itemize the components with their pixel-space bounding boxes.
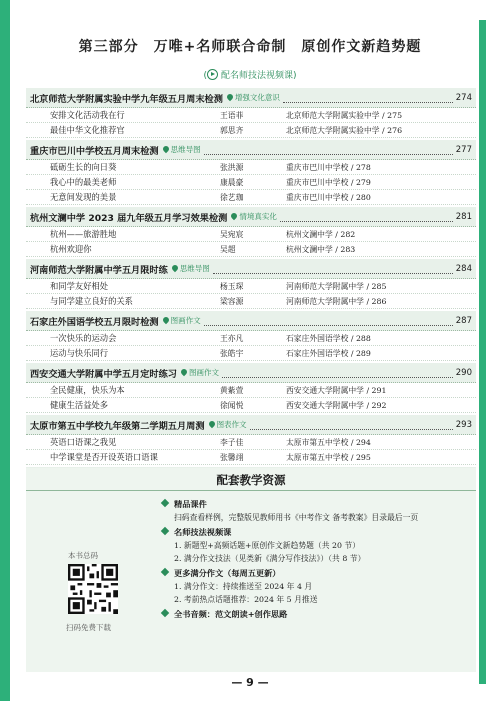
topic-tag [227,92,280,103]
page-ref: 281 [455,211,472,222]
essay-title: 杭州欢迎你 [50,244,92,254]
section-header[interactable] [26,140,476,160]
topic-tag [231,211,277,222]
essay-entry[interactable] [26,294,476,309]
topic-tag [163,315,201,326]
resource-detail: 2. 考前热点话题推荐：2024 年 5 月推送 [174,595,318,604]
essay-school-page: 北京师范大学附属实验中学 / 275 [286,110,403,120]
essay-entry[interactable] [26,123,476,138]
diamond-bullet-icon [161,609,169,617]
essay-entry[interactable] [26,435,476,450]
essay-author: 杨玉琛 [220,281,244,291]
essay-author: 黄紫萱 [220,385,244,395]
essay-entry[interactable] [26,242,476,257]
diamond-bullet-icon [161,568,169,576]
topic-tag [163,144,201,155]
essay-title: 全民健康，快乐为本 [50,385,125,395]
essay-school-page: 石家庄外国语学校 / 288 [286,333,371,343]
resource-detail: 1. 新题型+高频话题+原创作文新趋势题（共 20 节） [174,541,360,550]
subtitle-text: 配名师技法视频课 [220,71,293,81]
essay-title: 一次快乐的运动会 [50,333,117,343]
essay-author: 王亦凡 [220,333,244,343]
pin-icon [161,316,169,324]
qr-code-icon[interactable] [68,564,118,614]
essay-author: 李子佳 [220,437,244,447]
exam-section [26,415,476,465]
essay-school-page: 石家庄外国语学校 / 289 [286,348,371,358]
resource-heading-text: 全书音频：范文朗读+创作思路 [174,609,288,619]
page-ref: 287 [455,315,472,326]
diamond-bullet-icon [161,499,169,507]
page-ref: 290 [455,367,472,378]
essay-title: 中学课堂是否开设英语口语课 [50,452,158,462]
leader-dots [280,212,453,222]
essay-title: 杭州——旅游胜地 [50,229,117,239]
page-ref: 274 [455,92,472,103]
essay-author: 张馨翊 [220,452,244,462]
section-header[interactable] [26,415,476,435]
resource-detail: 2. 满分作文技法（见类新《满分写作技法》）（共 8 节） [174,554,366,563]
essay-entry[interactable] [26,108,476,123]
qr-label: 本书总码 [68,551,98,560]
essay-title: 无意间发现的美景 [50,192,117,202]
essay-title: 英语口语课之我见 [50,437,117,447]
section-header[interactable] [26,311,476,331]
section-header[interactable] [26,207,476,227]
essay-school-page: 杭州文澜中学 / 282 [286,229,356,239]
topic-tag [181,367,219,378]
essay-author: 康晨豪 [220,177,244,187]
essay-title: 最佳中华文化推荐官 [50,125,125,135]
essay-entry[interactable] [26,227,476,242]
essay-school-page: 太原市第五中学校 / 294 [286,437,371,447]
topic-tag-text: 情境真实化 [239,212,277,221]
essay-entry[interactable] [26,160,476,175]
subtitle-pill: ( 配名师技法视频课) [203,71,297,81]
essay-author: 徐闻悦 [220,400,244,410]
resources-title: 配套教学资源 [216,473,286,487]
essay-author: 吴宛宸 [220,229,244,239]
section-header[interactable] [26,259,476,279]
topic-tag [209,419,247,430]
pin-icon [180,368,188,376]
page-ref: 277 [455,144,472,155]
leader-dots [250,420,453,430]
essay-school-page: 西安交通大学附属中学 / 291 [286,385,387,395]
essay-author: 吴超 [220,244,236,254]
section-title: 石家庄外国语学校五月限时检测 [30,316,159,328]
essay-entry[interactable] [26,450,476,465]
section-title: 西安交通大学附属中学五月定时练习 [30,368,177,380]
essay-author: 徐艺珈 [220,192,244,202]
essay-entry[interactable] [26,331,476,346]
resource-heading-text: 精品课件 [174,499,207,509]
leader-dots [283,93,453,103]
essay-author: 张洪源 [220,162,244,172]
topic-tag-text: 图画作文 [170,316,201,325]
topic-tag-text: 图表作文 [216,420,247,429]
section-title: 重庆市巴川中学校五月周末检测 [30,145,159,157]
pin-icon [226,93,234,101]
resource-detail: 扫码查看样例，完整版见教师用书《中考作文 备考教案》目录最后一页 [174,513,419,522]
left-margin-bar [0,0,10,701]
video-course-badge[interactable] [0,63,500,82]
essay-entry[interactable] [26,175,476,190]
section-title: 杭州文澜中学 2023 届九年级五月学习效果检测 [30,212,228,224]
topic-tag-text: 思维导图 [179,264,210,273]
resource-heading [160,608,468,621]
essay-title: 我心中的最美老师 [50,177,117,187]
section-header[interactable] [26,88,476,108]
essay-author: 梁容源 [220,296,244,306]
resources-panel [26,468,476,672]
diamond-bullet-icon [161,527,169,535]
essay-title: 砥砺生长的向日葵 [50,162,117,172]
essay-school-page: 河南师范大学附属中学 / 286 [286,296,387,306]
essay-entry[interactable] [26,346,476,361]
essay-school-page: 西安交通大学附属中学 / 292 [286,400,387,410]
resource-detail: 1. 满分作文：持续推送至 2024 年 4 月 [174,582,313,591]
resource-heading [160,567,468,580]
essay-school-page: 重庆市巴川中学校 / 279 [286,177,371,187]
resource-heading [160,498,468,511]
page-number: — 9 — [231,676,269,689]
resources-items [160,498,468,621]
section-title: 太原市第五中学校九年级第二学期五月周测 [30,420,205,432]
essay-title: 安排文化活动我在行 [50,110,125,120]
essay-title: 与同学建立良好的关系 [50,296,133,306]
essay-school-page: 重庆市巴川中学校 / 280 [286,192,371,202]
essay-title: 和同学友好相处 [50,281,109,291]
exam-section [26,207,476,257]
resource-heading [160,526,468,539]
topic-tag-text: 思维导图 [170,145,201,154]
qr-caption: 扫码免费下载 [66,623,111,632]
resource-heading-text: 更多满分作文（每周五更新） [174,568,281,578]
essay-author: 郭思齐 [220,125,244,135]
essay-entry[interactable] [26,383,476,398]
page-title: 第三部分 万唯+名师联合命制 原创作文新趋势题 [78,39,422,55]
essay-school-page: 杭州文澜中学 / 283 [286,244,356,254]
exam-section [26,311,476,361]
essay-entry[interactable] [26,279,476,294]
essay-school-page: 重庆市巴川中学校 / 278 [286,162,371,172]
essay-school-page: 太原市第五中学校 / 295 [286,452,371,462]
essay-school-page: 北京师范大学附属实验中学 / 276 [286,125,403,135]
essay-title: 健康生活益处多 [50,400,109,410]
pin-icon [230,212,238,220]
leader-dots [213,264,453,274]
exam-section [26,88,476,138]
pin-icon [171,264,179,272]
leader-dots [222,368,453,378]
topic-tag [172,263,210,274]
leader-dots [204,145,453,155]
leader-dots [204,316,453,326]
section-title: 北京师范大学附属实验中学九年级五月周末检测 [30,93,223,105]
essay-entry[interactable] [26,190,476,205]
essay-author: 王语菲 [220,110,244,120]
page-ref: 293 [455,419,472,430]
exam-section [26,140,476,205]
essay-school-page: 河南师范大学附属中学 / 285 [286,281,387,291]
resource-heading-text: 名师技法视频课 [174,527,232,537]
essay-entry[interactable] [26,398,476,413]
pin-icon [207,420,215,428]
essay-author: 张皓宇 [220,348,244,358]
section-title: 河南师范大学附属中学五月限时练 [30,264,168,276]
section-header[interactable] [26,363,476,383]
contents-list [26,88,476,519]
essay-title: 运动与快乐同行 [50,348,109,358]
topic-tag-text: 图画作文 [189,368,219,377]
play-icon [207,69,218,80]
resources-divider [26,490,476,491]
pin-icon [161,145,169,153]
exam-section [26,259,476,309]
topic-tag-text: 增强文化意识 [234,93,280,102]
page-ref: 284 [455,263,472,274]
exam-section [26,363,476,413]
